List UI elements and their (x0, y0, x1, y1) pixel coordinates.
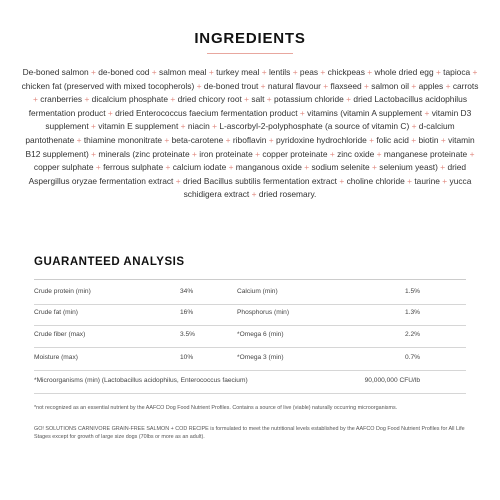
separator-plus: + (170, 94, 176, 105)
ingredient-item: vitamins (vitamin A supplement (307, 107, 423, 118)
separator-plus: + (369, 134, 374, 145)
ingredient-item: biotin (418, 134, 439, 145)
ingredient-item: salt (251, 94, 265, 105)
ingredient-item: sodium selenite (311, 162, 370, 173)
separator-plus: + (255, 148, 260, 159)
separator-plus: + (165, 162, 171, 173)
separator-plus: + (372, 162, 377, 173)
ingredient-item: thiamine mononitrate (83, 134, 163, 145)
nutrient-value: 1.5% (404, 288, 420, 295)
separator-plus: + (196, 80, 202, 91)
separator-plus: + (440, 162, 446, 173)
ingredient-item: calcium iodate (172, 162, 227, 173)
guaranteed-analysis-heading: GUARANTEED ANALYSIS (34, 256, 185, 268)
ingredient-item: niacin (187, 121, 210, 132)
separator-plus: + (268, 134, 274, 145)
ingredient-item: de-boned trout (203, 80, 259, 91)
separator-plus: + (469, 148, 475, 159)
separator-plus: + (164, 134, 170, 145)
separator-plus: + (367, 67, 373, 77)
separator-plus: + (90, 121, 96, 132)
ingredient-item: vitamin E supplement (98, 121, 179, 132)
separator-plus: + (32, 94, 38, 105)
ingredient-item: carrots (452, 80, 479, 91)
ingredient-item: whole dried egg (374, 67, 434, 77)
microorganisms-row (34, 369, 466, 394)
ingredient-item: chickpeas (327, 67, 365, 77)
nutrient-value: 1.3% (404, 309, 420, 316)
separator-plus: + (251, 189, 257, 200)
ingredient-item: cranberries (40, 94, 83, 105)
separator-plus: + (411, 121, 417, 132)
separator-plus: + (91, 148, 97, 159)
separator-plus: + (440, 134, 446, 145)
ingredient-item: vitamin B12 supplement) (25, 134, 475, 159)
nutrient-label: Phosphorus (min) (237, 309, 290, 316)
separator-plus: + (261, 67, 267, 77)
separator-plus: + (244, 94, 250, 105)
separator-plus: + (208, 67, 214, 77)
separator-plus: + (435, 67, 441, 77)
separator-plus: + (191, 148, 197, 159)
separator-plus: + (266, 94, 272, 105)
nutrient-label: *Omega 3 (min) (237, 354, 284, 361)
ingredient-item: beta-carotene (171, 134, 224, 145)
nutrient-value: 2.2% (404, 331, 420, 338)
separator-plus: + (329, 148, 335, 159)
analysis-row (34, 346, 466, 371)
separator-plus: + (292, 67, 298, 77)
ingredient-item: pyridoxine hydrochloride (275, 134, 367, 145)
separator-plus: + (299, 107, 305, 118)
ingredient-item: selenium yeast) (379, 162, 438, 173)
nutrient-label: Crude protein (min) (34, 288, 91, 295)
nutrient-value: 3.5% (180, 331, 196, 338)
ingredient-item: zinc oxide (337, 148, 375, 159)
ingredient-item: salmon meal (159, 67, 207, 77)
ingredient-item: natural flavour (267, 80, 321, 91)
ingredient-item: folic acid (376, 134, 409, 145)
ingredient-item: copper proteinate (262, 148, 328, 159)
ingredient-item: dried rosemary. (258, 189, 317, 200)
nutrient-value: 0.7% (404, 354, 420, 361)
separator-plus: + (91, 67, 96, 77)
ingredient-item: manganous oxide (235, 162, 302, 173)
separator-plus: + (346, 94, 352, 105)
ingredient-item: flaxseed (330, 80, 362, 91)
separator-plus: + (411, 134, 417, 145)
nutrient-label: Crude fat (min) (34, 309, 78, 316)
separator-plus: + (323, 80, 329, 91)
ingredient-item: apples (418, 80, 444, 91)
ingredient-item: copper sulphate (33, 162, 94, 173)
separator-plus: + (225, 134, 231, 145)
heading-underline (207, 53, 293, 54)
ingredient-item: dried chicory root (177, 94, 242, 105)
ingredient-item: turkey meal (216, 67, 260, 77)
separator-plus: + (260, 80, 266, 91)
nutrient-value: 10% (180, 354, 194, 361)
nutrient-label: Moisture (max) (34, 354, 78, 361)
ingredient-item: dried Aspergillus oryzae fermentation extract (28, 162, 467, 186)
separator-plus: + (76, 134, 82, 145)
separator-plus: + (472, 67, 478, 77)
ingredient-item: dried Enterococcus faecium fermentation product (115, 107, 298, 118)
ingredient-item: riboflavin (232, 134, 267, 145)
separator-plus: + (320, 67, 326, 77)
ingredient-item: de-boned cod (98, 67, 150, 77)
ingredient-item: dried Lactobacillus acidophilus fermentation product (28, 94, 468, 118)
separator-plus: + (107, 107, 113, 118)
ingredient-item: iron proteinate (199, 148, 253, 159)
ingredients-heading: INGREDIENTS (194, 30, 306, 47)
separator-plus: + (95, 162, 101, 173)
microorganisms-label: *Microorganisms (min) (Lactobacillus acidophilus, Enterococcus faecium) (34, 377, 248, 384)
separator-plus: + (84, 94, 90, 105)
separator-plus: + (442, 175, 448, 186)
ingredient-item: peas (299, 67, 319, 77)
ingredient-item: d-calcium pantothenate (25, 121, 455, 145)
ingredient-item: dicalcium phosphate (91, 94, 169, 105)
ingredient-item: vitamin D3 supplement (45, 107, 472, 132)
ingredient-item: lentils (268, 67, 291, 77)
separator-plus: + (180, 121, 186, 132)
nutrient-value: 16% (180, 309, 194, 316)
ingredient-item: yucca schidigera extract (183, 175, 472, 200)
ingredient-item: potassium chloride (274, 94, 344, 105)
microorganisms-value: 90,000,000 CFU/lb (364, 377, 420, 384)
footnote: *not recognized as an essential nutrient by the AAFCO Dog Food Nutrient Profiles. Contains a source of live (viable) naturally occurring microorganisms. (34, 405, 398, 411)
ingredient-item: tapioca (443, 67, 471, 77)
ingredient-item: De-boned salmon (22, 67, 89, 77)
nutrient-label: Crude fiber (max) (34, 331, 86, 338)
separator-plus: + (411, 80, 417, 91)
ingredient-item: dried Bacillus subtilis fermentation extract (182, 175, 338, 186)
ingredient-item: choline chloride (346, 175, 405, 186)
separator-plus: + (212, 121, 217, 132)
ingredient-item: manganese proteinate (383, 148, 468, 159)
nutrient-label: Calcium (min) (237, 288, 278, 295)
ingredient-item: taurine (414, 175, 440, 186)
ingredient-item: chicken fat (preserved with mixed tocopherols) (21, 80, 195, 91)
separator-plus: + (445, 80, 451, 91)
separator-plus: + (228, 162, 234, 173)
ingredients-list (20, 66, 480, 202)
separator-plus: + (407, 175, 413, 186)
separator-plus: + (175, 175, 181, 186)
nutrient-value: 34% (180, 288, 194, 295)
ingredient-item: L-ascorbyl-2-polyphosphate (a source of vitamin C) (219, 121, 410, 132)
ingredient-item: salmon oil (371, 80, 409, 91)
aafco-statement: GO! SOLUTIONS CARNIVORE GRAIN-FREE SALMON + COD RECIPE is formulated to meet the nutritional levels established by the AAFCO Dog Food Nutrient Profiles for All Life Stages except for growth of large size dogs (70lbs or more as an adult). (34, 426, 465, 440)
nutrient-label: *Omega 6 (min) (237, 331, 284, 338)
analysis-row (34, 323, 466, 348)
ingredient-item: minerals (zinc proteinate (98, 148, 190, 159)
separator-plus: + (339, 175, 345, 186)
separator-plus: + (376, 148, 382, 159)
separator-plus: + (424, 107, 430, 118)
separator-plus: + (151, 67, 157, 77)
ingredient-item: ferrous sulphate (103, 162, 164, 173)
separator-plus: + (364, 80, 369, 91)
separator-plus: + (304, 162, 310, 173)
